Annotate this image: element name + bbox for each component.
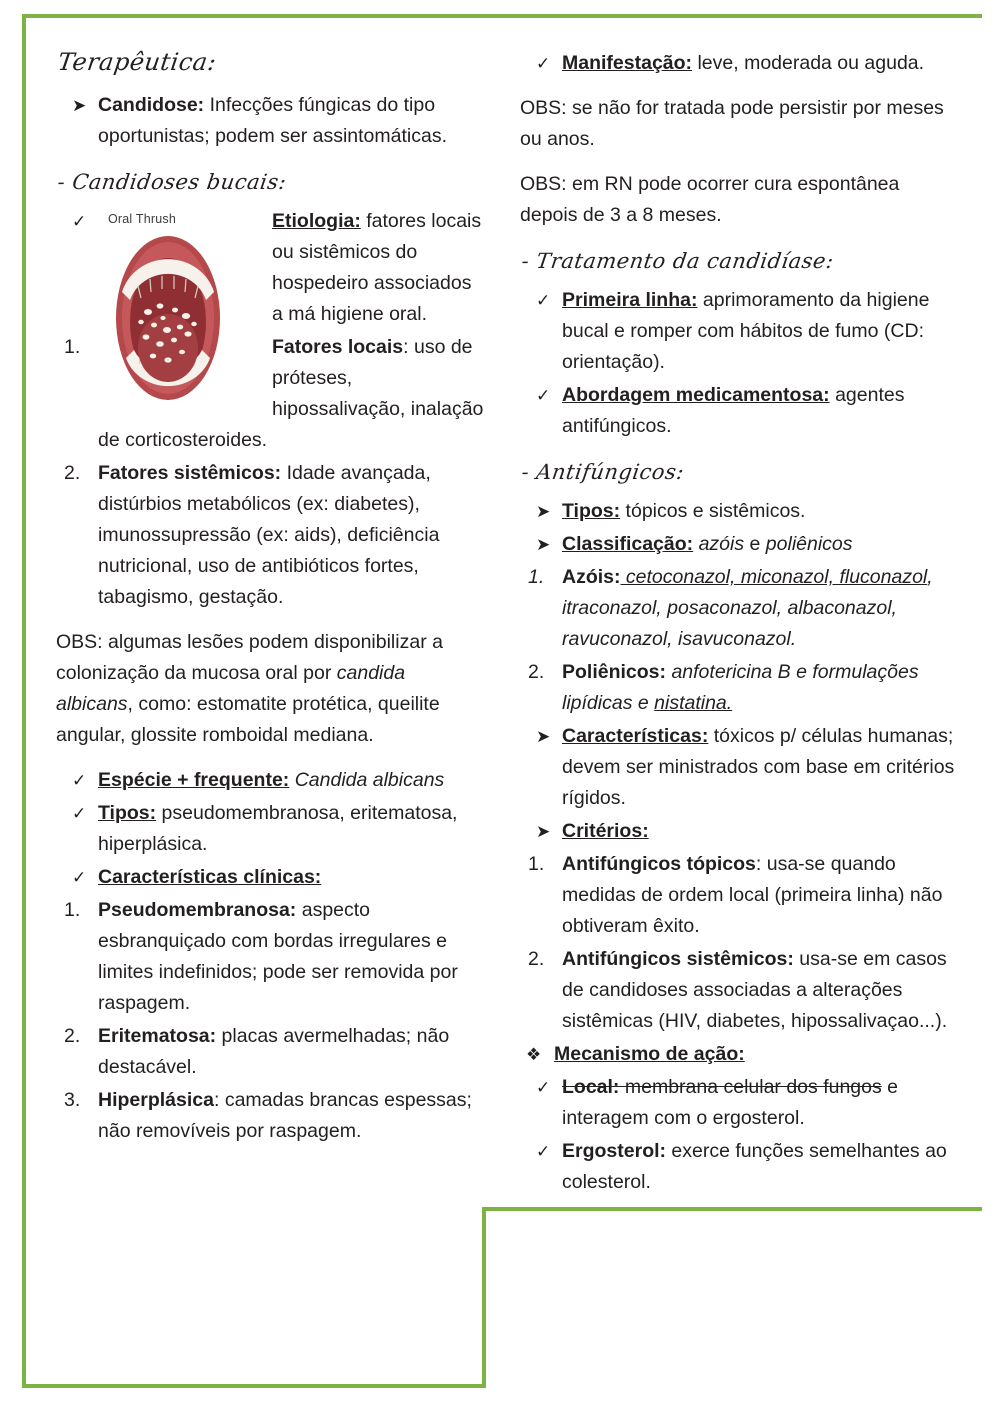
list-item-primeira-linha bbox=[520, 285, 960, 378]
term-tipos: Tipos: bbox=[98, 802, 157, 824]
term-fatores-sistemicos: Fatores sistêmicos: bbox=[98, 462, 282, 484]
term-azois: Azóis: bbox=[562, 566, 621, 588]
arrow-bullet-icon: ➤ bbox=[536, 822, 551, 841]
check-bullet-icon: ✓ bbox=[536, 54, 551, 73]
list-item-classificacao bbox=[520, 529, 960, 560]
term-fatores-locais: Fatores locais bbox=[272, 336, 404, 358]
term-classificacao: Classificação: bbox=[562, 533, 694, 555]
list-item-manifestacao bbox=[520, 48, 960, 79]
text-tipos-antifungicos: tópicos e sistêmicos. bbox=[620, 500, 806, 522]
obs-colonizacao-suffix: , como: estomatite protética, queilite angular, glossite romboidal mediana. bbox=[56, 693, 440, 746]
text-classificacao-mid: e bbox=[744, 533, 766, 555]
list-item-azois bbox=[520, 562, 960, 655]
list-number: 1. bbox=[64, 336, 81, 358]
list-number: 1. bbox=[528, 566, 545, 588]
arrow-bullet-icon: ➤ bbox=[536, 727, 551, 746]
caracteristicas-list bbox=[56, 765, 486, 1147]
list-item-abordagem-medicamentosa bbox=[520, 380, 960, 442]
list-number: 2. bbox=[528, 948, 545, 970]
check-bullet-icon: ✓ bbox=[72, 804, 87, 823]
list-item-fatores-sistemicos bbox=[56, 458, 486, 613]
text-etiologia: fatores locais ou sistêmicos do hospedeiro associados a má higiene oral. bbox=[272, 210, 482, 325]
term-topicos: Antifúngicos tópicos bbox=[562, 853, 756, 875]
figure-caption: Oral Thrush bbox=[108, 212, 176, 226]
text-fatores-sistemicos: Idade avançada, distúrbios metabólicos (ex: diabetes), imunossupressão (ex: aids), deficiência nutricional, uso de antibióticos fortes, tabagismo, gestação. bbox=[98, 462, 440, 608]
list-number: 1. bbox=[528, 853, 545, 875]
right-column bbox=[520, 48, 960, 1200]
text-fatores-locais: : uso de próteses, hipossalivação, inalação de corticosteroides. bbox=[98, 336, 484, 451]
text-azois-underlined: cetoconazol, miconazol, fluconazol bbox=[620, 566, 928, 588]
antifungicos-list bbox=[520, 496, 960, 1198]
list-item-eritematosa bbox=[56, 1021, 486, 1083]
term-candidose: Candidose: bbox=[98, 94, 205, 116]
term-eritematosa: Eritematosa: bbox=[98, 1025, 217, 1047]
obs-colonizacao bbox=[56, 627, 486, 751]
term-local: Local: bbox=[562, 1076, 620, 1098]
list-item-hiperplasica bbox=[56, 1085, 486, 1147]
tratamento-list bbox=[520, 285, 960, 442]
list-item-criterios bbox=[520, 816, 960, 847]
section-heading-antifungicos: - Antifúngicos: bbox=[520, 460, 686, 484]
list-item-candidose bbox=[56, 90, 486, 152]
list-item-fatores-locais bbox=[56, 332, 486, 456]
list-item-antifungicos-topicos bbox=[520, 849, 960, 942]
text-local: e interagem com o ergosterol. bbox=[562, 1076, 899, 1129]
text-sistemicos: usa-se em casos de candidoses associadas a alterações sistêmicas (HIV, diabetes, hipossalivaçao...). bbox=[562, 948, 948, 1032]
section-heading-tratamento: - Tratamento da candidíase: bbox=[520, 249, 836, 273]
list-number: 2. bbox=[64, 1025, 81, 1047]
text-hiperplasica: : camadas brancas espessas; não removíveis por raspagem. bbox=[98, 1089, 472, 1142]
list-number: 2. bbox=[528, 661, 545, 683]
text-tipos: pseudomembranosa, eritematosa, hiperplásica. bbox=[98, 802, 458, 855]
list-item-pseudomembranosa bbox=[56, 895, 486, 1019]
list-item-polienicos bbox=[520, 657, 960, 719]
text-eritematosa: placas avermelhadas; não destacável. bbox=[98, 1025, 450, 1078]
arrow-bullet-icon: ➤ bbox=[536, 535, 551, 554]
text-caracteristicas: tóxicos p/ células humanas; devem ser ministrados com base em critérios rígidos. bbox=[562, 725, 955, 809]
text-especie: Candida albicans bbox=[289, 769, 445, 791]
term-manifestacao: Manifestação: bbox=[562, 52, 693, 74]
text-classificacao-polienicos: poliênicos bbox=[765, 533, 853, 555]
list-number: 1. bbox=[64, 899, 81, 921]
check-bullet-icon: ✓ bbox=[536, 386, 551, 405]
term-hiperplasica: Hiperplásica bbox=[98, 1089, 214, 1111]
term-caracteristicas-clinicas: Características clínicas: bbox=[98, 866, 322, 888]
section-heading-candidoses-bucais: - Candidoses bucais: bbox=[56, 170, 288, 194]
check-bullet-icon: ✓ bbox=[536, 1078, 551, 1097]
text-abordagem: agentes antifúngicos. bbox=[562, 384, 905, 437]
term-ergosterol: Ergosterol: bbox=[562, 1140, 667, 1162]
term-tipos-antifungicos: Tipos: bbox=[562, 500, 621, 522]
text-topicos: : usa-se quando medidas de ordem local (primeira linha) não obtiveram êxito. bbox=[562, 853, 943, 937]
term-pseudomembranosa: Pseudomembranosa: bbox=[98, 899, 297, 921]
check-bullet-icon: ✓ bbox=[72, 771, 87, 790]
text-primeira-linha: aprimoramento da higiene bucal e romper com hábitos de fumo (CD: orientação). bbox=[562, 289, 930, 373]
text-local-struck: membrana celular dos fungos bbox=[619, 1076, 882, 1098]
term-criterios: Critérios: bbox=[562, 820, 649, 842]
list-item-tipos-antifungicos bbox=[520, 496, 960, 527]
diamond-bullet-icon: ❖ bbox=[526, 1045, 542, 1064]
list-item-tipos bbox=[56, 798, 486, 860]
check-bullet-icon: ✓ bbox=[72, 868, 87, 887]
term-primeira-linha: Primeira linha: bbox=[562, 289, 698, 311]
text-ergosterol: exerce funções semelhantes ao colesterol. bbox=[562, 1140, 947, 1193]
list-item-ergosterol bbox=[520, 1136, 960, 1198]
term-polienicos: Poliênicos: bbox=[562, 661, 667, 683]
list-item-especie bbox=[56, 765, 486, 796]
text-pseudomembranosa: aspecto esbranquiçado com bordas irregulares e limites indefinidos; pode ser removida por raspagem. bbox=[98, 899, 458, 1014]
list-item-caracteristicas-antifungicos bbox=[520, 721, 960, 814]
check-bullet-icon: ✓ bbox=[536, 1142, 551, 1161]
term-abordagem: Abordagem medicamentosa: bbox=[562, 384, 830, 406]
intro-list bbox=[56, 90, 486, 152]
obs-colonizacao-italic: candida albicans bbox=[56, 662, 406, 715]
text-manifestacao: leve, moderada ou aguda. bbox=[692, 52, 925, 74]
fatores-sistemicos-list bbox=[56, 458, 486, 613]
list-item-local bbox=[520, 1072, 960, 1134]
list-item-caracteristicas-clinicas bbox=[56, 862, 486, 893]
list-item-antifungicos-sistemicos bbox=[520, 944, 960, 1037]
check-bullet-icon: ✓ bbox=[72, 212, 87, 231]
check-bullet-icon: ✓ bbox=[536, 291, 551, 310]
term-especie: Espécie + frequente: bbox=[98, 769, 290, 791]
term-sistemicos: Antifúngicos sistêmicos: bbox=[562, 948, 794, 970]
obs-colonizacao-prefix: OBS: algumas lesões podem disponibilizar a colonização da mucosa oral por bbox=[56, 631, 443, 684]
text-classificacao-azois: azóis bbox=[693, 533, 745, 555]
obs-persistir: OBS: se não for tratada pode persistir por meses ou anos. bbox=[520, 97, 944, 150]
term-mecanismo: Mecanismo de ação: bbox=[554, 1043, 745, 1065]
page-title: Terapêutica: bbox=[56, 48, 219, 76]
term-etiologia: Etiologia: bbox=[272, 210, 361, 232]
list-number: 2. bbox=[64, 462, 81, 484]
arrow-bullet-icon: ➤ bbox=[72, 96, 87, 115]
term-caracteristicas: Características: bbox=[562, 725, 709, 747]
text-polienicos-nistatina: nistatina. bbox=[654, 692, 733, 714]
list-item-mecanismo bbox=[520, 1039, 960, 1070]
manifestacao-list bbox=[520, 48, 960, 79]
arrow-bullet-icon: ➤ bbox=[536, 502, 551, 521]
left-column bbox=[56, 48, 486, 1149]
text-azois-rest: , itraconazol, posaconazol, albaconazol, ravuconazol, isavuconazol. bbox=[562, 566, 933, 650]
text-candidose: Infecções fúngicas do tipo oportunistas; podem ser assintomáticas. bbox=[98, 94, 448, 147]
text-polienicos: anfotericina B e formulações lipídicas e bbox=[562, 661, 919, 714]
list-item-etiologia bbox=[56, 206, 486, 330]
obs-rn: OBS: em RN pode ocorrer cura espontânea depois de 3 a 8 meses. bbox=[520, 173, 900, 226]
list-number: 3. bbox=[64, 1089, 81, 1111]
